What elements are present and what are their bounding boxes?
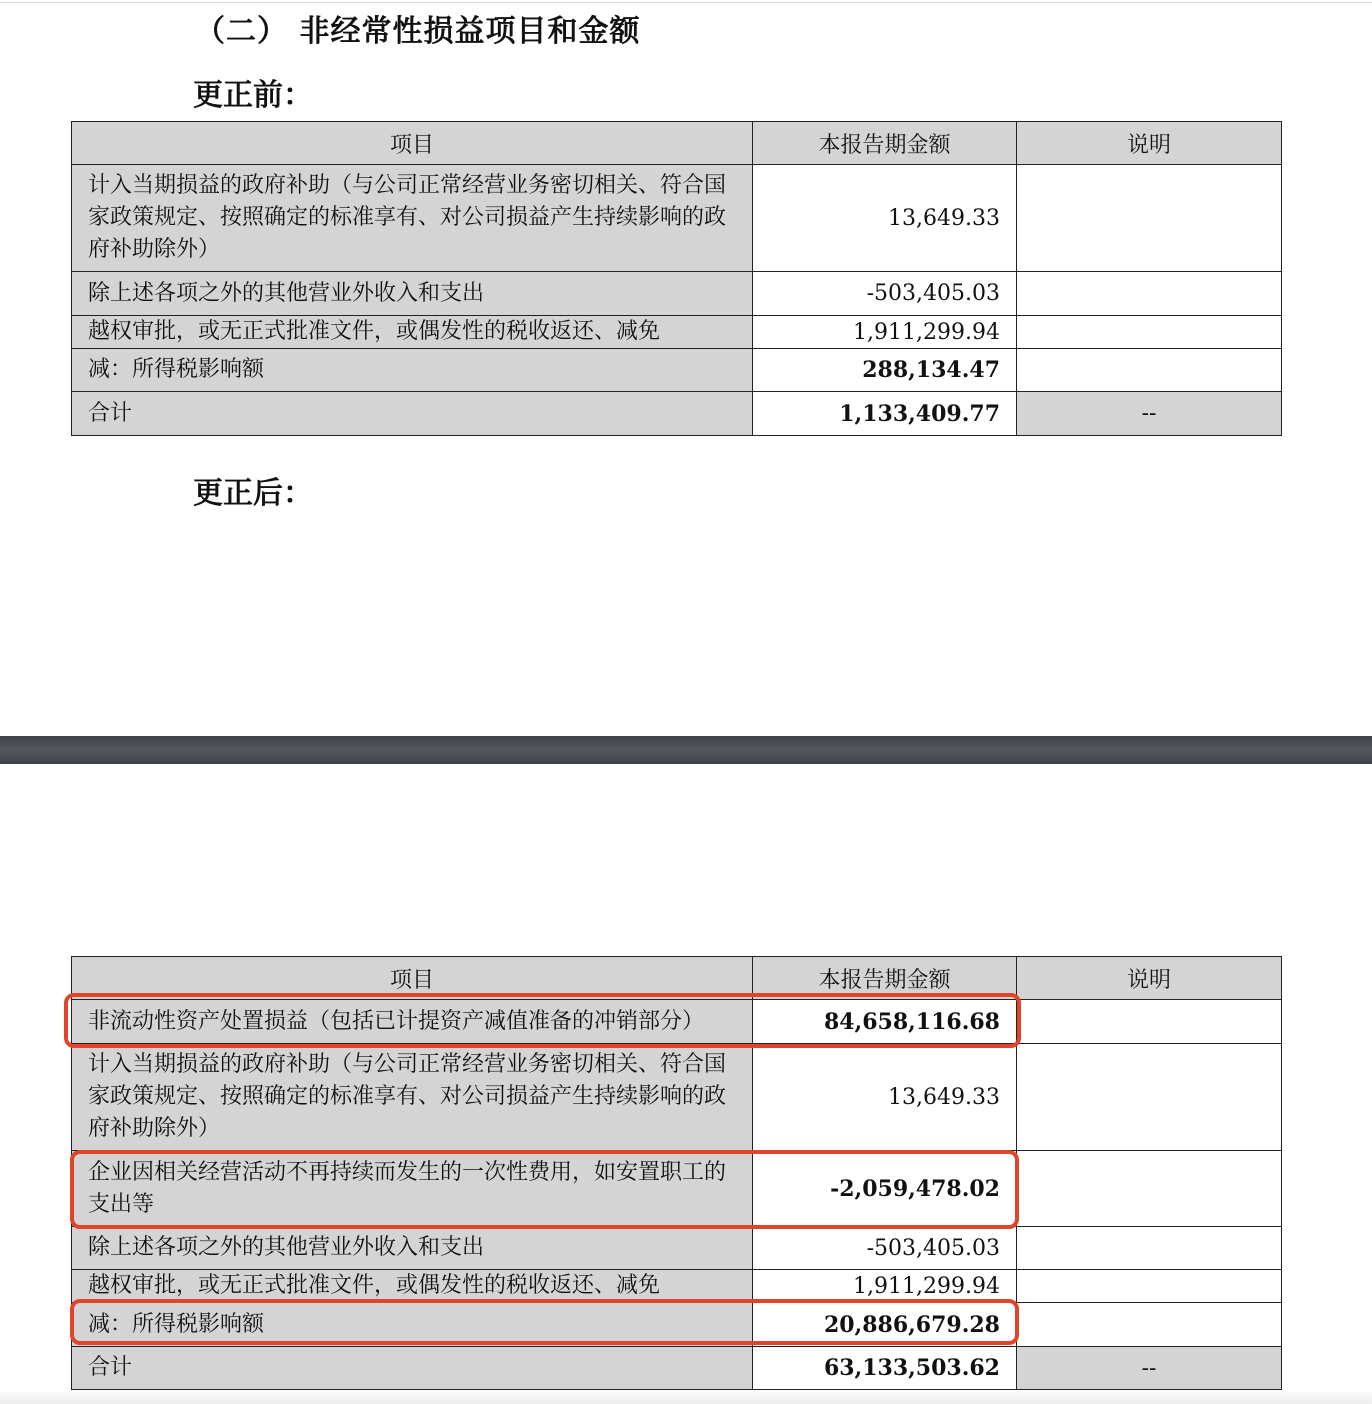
screenshot-divider bbox=[0, 736, 1372, 764]
total-label: 合计 bbox=[72, 392, 753, 436]
table-row bbox=[72, 316, 1282, 349]
column-header-item: 项目 bbox=[72, 122, 753, 165]
row-amount: 13,649.33 bbox=[753, 165, 1017, 272]
row-note bbox=[1017, 272, 1282, 316]
before-correction-label: 更正前： bbox=[193, 78, 313, 113]
row-item: 减：所得税影响额 bbox=[72, 1303, 753, 1347]
table-row bbox=[72, 1227, 1282, 1270]
row-amount: 20,886,679.28 bbox=[753, 1303, 1017, 1347]
row-note bbox=[1017, 1000, 1282, 1044]
total-amount: 63,133,503.62 bbox=[753, 1347, 1017, 1390]
row-item: 企业因相关经营活动不再持续而发生的一次性费用，如安置职工的支出等 bbox=[72, 1151, 753, 1227]
table-row bbox=[72, 165, 1282, 272]
row-item: 减：所得税影响额 bbox=[72, 349, 753, 392]
total-note: -- bbox=[1017, 1347, 1282, 1390]
row-amount: 13,649.33 bbox=[753, 1044, 1017, 1151]
row-note bbox=[1017, 1151, 1282, 1227]
column-header-note: 说明 bbox=[1017, 122, 1282, 165]
row-note bbox=[1017, 1227, 1282, 1270]
highlight-box-row-one-time-expense bbox=[70, 1150, 1019, 1229]
total-amount: 1,133,409.77 bbox=[753, 392, 1017, 436]
row-note bbox=[1017, 1303, 1282, 1347]
column-header-note: 说明 bbox=[1017, 957, 1282, 1000]
row-item: 非流动性资产处置损益（包括已计提资产减值准备的冲销部分） bbox=[72, 1000, 753, 1044]
section-title: （二） 非经常性损益项目和金额 bbox=[195, 14, 641, 49]
column-header-item: 项目 bbox=[72, 957, 753, 1000]
bottom-edge-shadow bbox=[0, 1390, 1372, 1404]
row-note bbox=[1017, 1044, 1282, 1151]
row-amount: 84,658,116.68 bbox=[753, 1000, 1017, 1044]
highlight-box-row-income-tax bbox=[70, 1299, 1019, 1345]
highlight-box-row-asset-disposal bbox=[64, 993, 1021, 1048]
total-row bbox=[72, 392, 1282, 436]
table-header-row bbox=[72, 122, 1282, 165]
before-correction-table bbox=[71, 121, 1282, 436]
row-item: 计入当期损益的政府补助（与公司正常经营业务密切相关、符合国家政策规定、按照确定的标准享有、对公司损益产生持续影响的政府补助除外） bbox=[72, 165, 753, 272]
row-amount: -503,405.03 bbox=[753, 1227, 1017, 1270]
row-note bbox=[1017, 349, 1282, 392]
top-rule bbox=[0, 2, 1372, 3]
total-label: 合计 bbox=[72, 1347, 753, 1390]
table-row bbox=[72, 272, 1282, 316]
total-note: -- bbox=[1017, 392, 1282, 436]
column-header-amount: 本报告期金额 bbox=[753, 957, 1017, 1000]
row-amount: 288,134.47 bbox=[753, 349, 1017, 392]
row-amount: -2,059,478.02 bbox=[753, 1151, 1017, 1227]
row-item: 越权审批，或无正式批准文件，或偶发性的税收返还、减免 bbox=[72, 316, 753, 349]
row-item: 除上述各项之外的其他营业外收入和支出 bbox=[72, 272, 753, 316]
row-item: 越权审批，或无正式批准文件，或偶发性的税收返还、减免 bbox=[72, 1270, 753, 1303]
table-row bbox=[72, 1270, 1282, 1303]
total-row bbox=[72, 1347, 1282, 1390]
table-row bbox=[72, 349, 1282, 392]
row-note bbox=[1017, 1270, 1282, 1303]
row-item: 除上述各项之外的其他营业外收入和支出 bbox=[72, 1227, 753, 1270]
row-amount: 1,911,299.94 bbox=[753, 316, 1017, 349]
row-amount: -503,405.03 bbox=[753, 272, 1017, 316]
row-amount: 1,911,299.94 bbox=[753, 1270, 1017, 1303]
column-header-amount: 本报告期金额 bbox=[753, 122, 1017, 165]
row-note bbox=[1017, 165, 1282, 272]
row-note bbox=[1017, 316, 1282, 349]
after-correction-label: 更正后： bbox=[193, 476, 313, 511]
row-item: 计入当期损益的政府补助（与公司正常经营业务密切相关、符合国家政策规定、按照确定的标准享有、对公司损益产生持续影响的政府补助除外） bbox=[72, 1044, 753, 1151]
table-row bbox=[72, 1044, 1282, 1151]
